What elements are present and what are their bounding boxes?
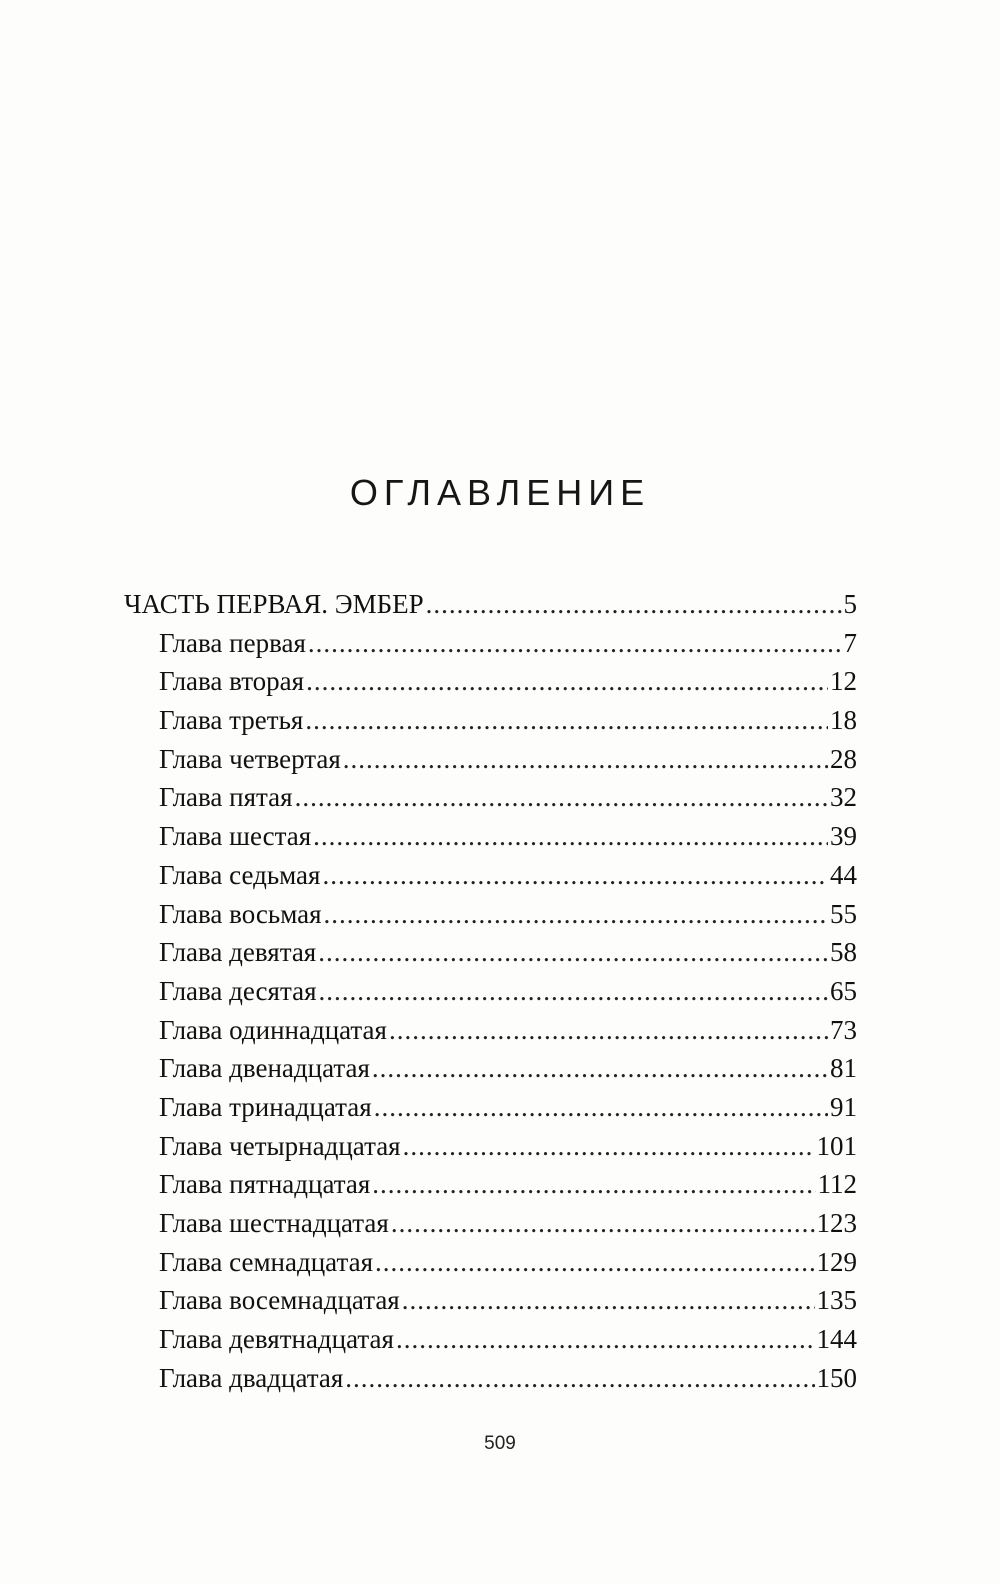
dot-leader (372, 1049, 828, 1088)
toc-entry-label: Глава четвертая (159, 743, 341, 774)
toc-entry-page: 7 (843, 627, 857, 658)
toc-entry-page: 12 (830, 666, 857, 697)
dot-leader (306, 662, 828, 701)
toc-entry-page: 123 (816, 1208, 857, 1238)
toc-entry-page: 73 (830, 1014, 857, 1045)
toc-entry-chapter (124, 624, 857, 663)
dot-leader (308, 624, 842, 663)
toc-entry-label: Глава третья (159, 705, 304, 736)
toc-entry-page: 112 (817, 1169, 857, 1200)
toc-entry-chapter (124, 662, 857, 701)
toc-entry-chapter (124, 701, 857, 740)
dot-leader (389, 1011, 828, 1050)
toc-list (124, 585, 857, 1397)
toc-entry-page: 58 (830, 937, 857, 968)
toc-entry-page: 32 (830, 782, 857, 813)
dot-leader (396, 1320, 815, 1359)
toc-entry-part (124, 585, 857, 624)
toc-entry-chapter (124, 933, 857, 972)
dot-leader (305, 701, 828, 740)
toc-entry-label: Глава двенадцатая (159, 1053, 370, 1084)
page-title: ОГЛАВЛЕНИЕ (349, 472, 651, 513)
dot-leader (374, 1088, 828, 1127)
toc-entry-label: Глава пятая (159, 782, 293, 813)
toc-entry-chapter (124, 1359, 857, 1398)
toc-entry-chapter (124, 1088, 857, 1127)
toc-entry-page: 28 (830, 743, 857, 774)
toc-entry-page: 101 (816, 1130, 857, 1161)
toc-entry-page: 65 (830, 975, 857, 1006)
toc-entry-label: Глава одиннадцатая (159, 1014, 387, 1045)
dot-leader (426, 585, 842, 624)
toc-entry-page: 5 (843, 589, 857, 619)
toc-entry-chapter (124, 856, 857, 895)
toc-entry-page: 81 (830, 1053, 857, 1084)
toc-entry-label: Глава восемнадцатая (159, 1285, 400, 1316)
toc-entry-label: Глава восьмая (159, 898, 322, 929)
toc-entry-chapter (124, 1243, 857, 1282)
toc-entry-chapter (124, 1127, 857, 1166)
toc-entry-chapter (124, 1011, 857, 1050)
toc-entry-label: Глава двадцатая (159, 1362, 344, 1393)
toc-entry-chapter (124, 1165, 857, 1204)
toc-entry-label: Глава четырнадцатая (159, 1130, 401, 1161)
toc-entry-chapter (124, 778, 857, 817)
toc-entry-page: 18 (830, 705, 857, 736)
dot-leader (313, 817, 828, 856)
dot-leader (319, 972, 829, 1011)
dot-leader (372, 1165, 815, 1204)
toc-entry-chapter (124, 972, 857, 1011)
dot-leader (345, 1359, 814, 1398)
toc-entry-page: 129 (816, 1246, 857, 1277)
page-number: 509 (484, 1433, 516, 1454)
toc-entry-page: 150 (816, 1362, 857, 1393)
toc-entry-label: Глава семнадцатая (159, 1246, 373, 1277)
toc-entry-chapter (124, 895, 857, 934)
toc-entry-label: Глава вторая (159, 666, 305, 697)
toc-entry-label: Глава шестнадцатая (159, 1208, 389, 1238)
toc-entry-page: 55 (830, 898, 857, 929)
toc-entry-label: Глава первая (159, 627, 306, 658)
toc-entry-chapter (124, 1049, 857, 1088)
toc-entry-page: 44 (830, 859, 857, 890)
dot-leader (343, 740, 828, 779)
toc-entry-label: Глава пятнадцатая (159, 1169, 371, 1200)
toc-entry-chapter (124, 740, 857, 779)
toc-entry-label: Глава десятая (159, 975, 317, 1006)
toc-entry-label: Глава шестая (159, 821, 312, 852)
toc-entry-label: Глава тринадцатая (159, 1091, 372, 1122)
toc-entry-page: 39 (830, 821, 857, 852)
toc-entry-label: Глава девятая (159, 937, 317, 968)
toc-entry-chapter (124, 1320, 857, 1359)
dot-leader (391, 1204, 815, 1243)
dot-leader (295, 778, 828, 817)
dot-leader (318, 933, 828, 972)
dot-leader (324, 895, 828, 934)
dot-leader (403, 1127, 815, 1166)
toc-entry-label: Глава девятнадцатая (159, 1324, 394, 1355)
toc-entry-page: 135 (816, 1285, 857, 1316)
toc-entry-chapter (124, 1204, 857, 1243)
toc-entry-chapter (124, 1281, 857, 1320)
toc-entry-page: 91 (830, 1091, 857, 1122)
toc-entry-label: ЧАСТЬ ПЕРВАЯ. ЭМБЕР (124, 589, 424, 619)
toc-entry-chapter (124, 817, 857, 856)
dot-leader (402, 1281, 815, 1320)
dot-leader (375, 1243, 815, 1282)
toc-entry-page: 144 (816, 1324, 857, 1355)
toc-entry-label: Глава седьмая (159, 859, 321, 890)
dot-leader (322, 856, 828, 895)
